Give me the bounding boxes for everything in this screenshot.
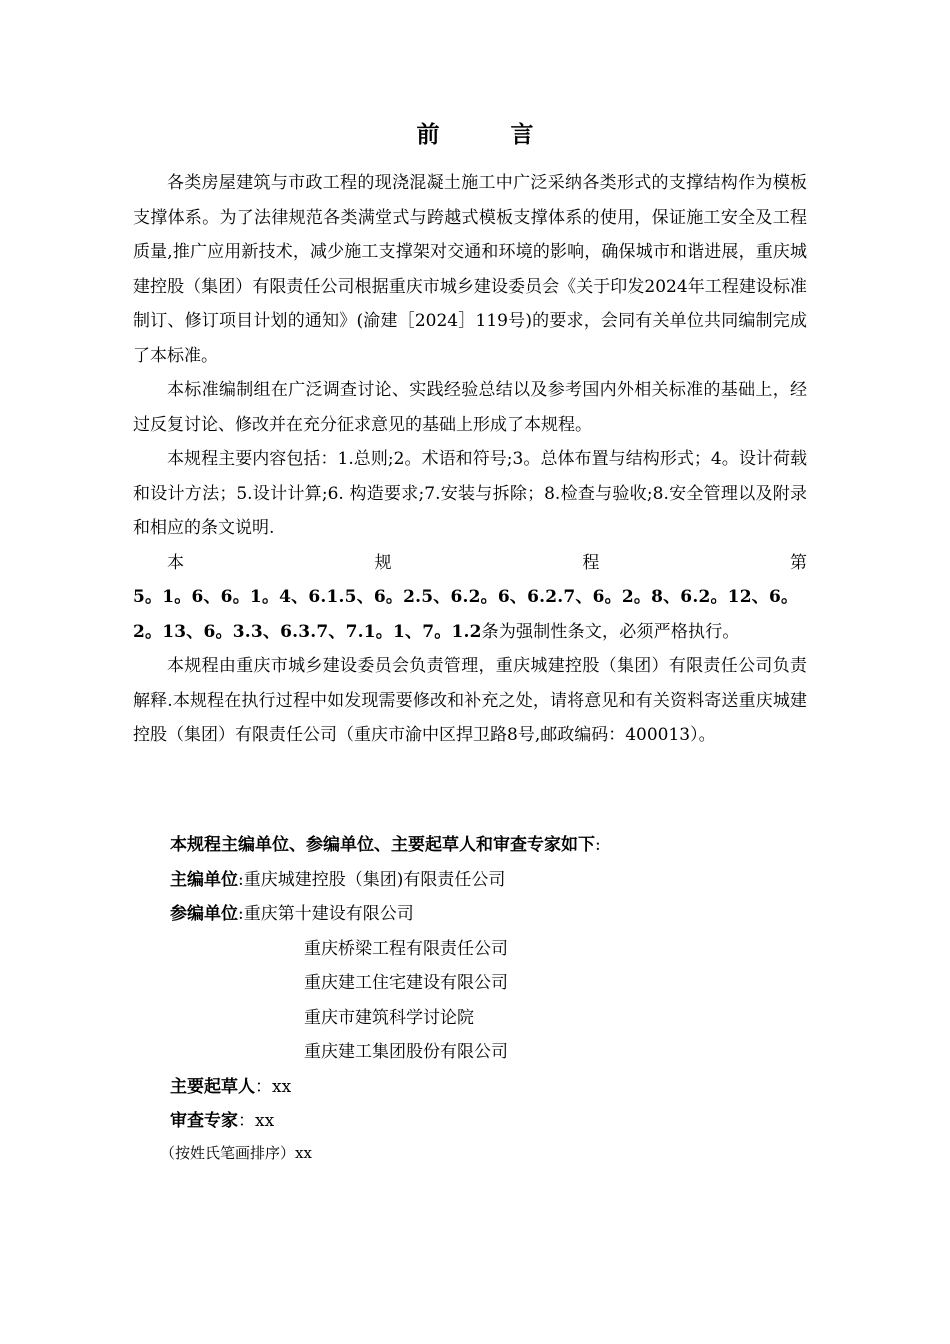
paragraph-management: 本规程由重庆市城乡建设委员会负责管理，重庆城建控股（集团）有限责任公司负责解释.本规程在执行过程中如发现需要修改和补充之处，请将意见和有关资料寄送重庆城建控股（集团）有限责任公司（重庆市渝中区捍卫路8号,邮政编码：400013）。 (133, 656, 807, 745)
participant-unit: 重庆市建筑科学讨论院 (304, 1007, 474, 1028)
reviewers-value: ：xx (238, 1111, 275, 1131)
participant-unit: 重庆建工住宅建设有限公司 (304, 973, 508, 993)
paragraph-compilation: 本标准编制组在广泛调查讨论、实践经验总结以及参考国内外相关标准的基础上，经过反复讨论、修改并在充分征求意见的基础上形成了本规程。 (133, 380, 807, 435)
lead-word: 规 (374, 552, 392, 573)
lead-word: 程 (582, 552, 600, 573)
participant-unit-label: 参编单位 (170, 904, 238, 924)
reviewers-row (170, 1104, 601, 1139)
page-title: 前 言 (416, 121, 558, 148)
mandatory-suffix: 条为强制性条文，必须严格执行。 (481, 621, 740, 642)
paragraph-background: 各类房屋建筑与市政工程的现浇混凝土施工中广泛采纳各类形式的支撑结构作为模板支撑体系。为了法律规范各类满堂式与跨越式模板支撑体系的使用，保证施工安全及工程质量,推广应用新技术，减少施工支撑架对交通和环境的影响，确保城市和谐进展，重庆城建控股（集团）有限责任公司根据重庆市城乡建设委员会《关于印发2024年工程建设标准制订、修订项目计划的通知》(渝建［2024］119号)的要求，会同有关单位共同编制完成了本标准。 (133, 173, 807, 366)
chief-unit-value: :重庆城建控股（集团)有限责任公司 (238, 869, 506, 890)
drafters-row (170, 1070, 601, 1105)
chief-unit-row (170, 863, 601, 898)
participant-unit-row (170, 897, 601, 932)
lead-word: 第 (789, 552, 807, 573)
mandatory-lead (133, 546, 807, 581)
lead-word: 本 (167, 552, 184, 573)
credits-intro-colon: : (595, 835, 601, 855)
participant-unit: 重庆桥梁工程有限责任公司 (304, 938, 508, 959)
credits-list (170, 828, 601, 1139)
preface-body (133, 166, 807, 753)
drafters-value: ：xx (255, 1076, 292, 1097)
participant-unit: 重庆建工集团股份有限公司 (304, 1042, 508, 1062)
participant-unit: :重庆第十建设有限公司 (238, 904, 414, 924)
chief-unit-label: 主编单位 (170, 869, 238, 890)
clause-numbers: 5。1。6、6。1。4、6.1.5、6。2.5、6.2。6、6.2.7、6。2。8、6.2。12、6。2。13、6。3.3、6.3.7、7.1。1、7。1.2 (133, 587, 799, 642)
paragraph-contents: 本规程主要内容包括：1.总则;2。术语和符号;3。总体布置与结构形式；4。设计荷载和设计方法；5.设计计算;6. 构造要求;7.安装与拆除；8.检查与验收;8.安全管理以及附录和相应的条文说明. (133, 449, 807, 538)
credits-intro (170, 828, 601, 863)
order-note: （按姓氏笔画排序）xx (160, 1144, 312, 1162)
credits-intro-text: 本规程主编单位、参编单位、主要起草人和审查专家如下 (170, 835, 595, 855)
mandatory-clauses (133, 580, 807, 649)
reviewers-label: 审查专家 (170, 1111, 238, 1131)
drafters-label: 主要起草人 (170, 1076, 255, 1097)
